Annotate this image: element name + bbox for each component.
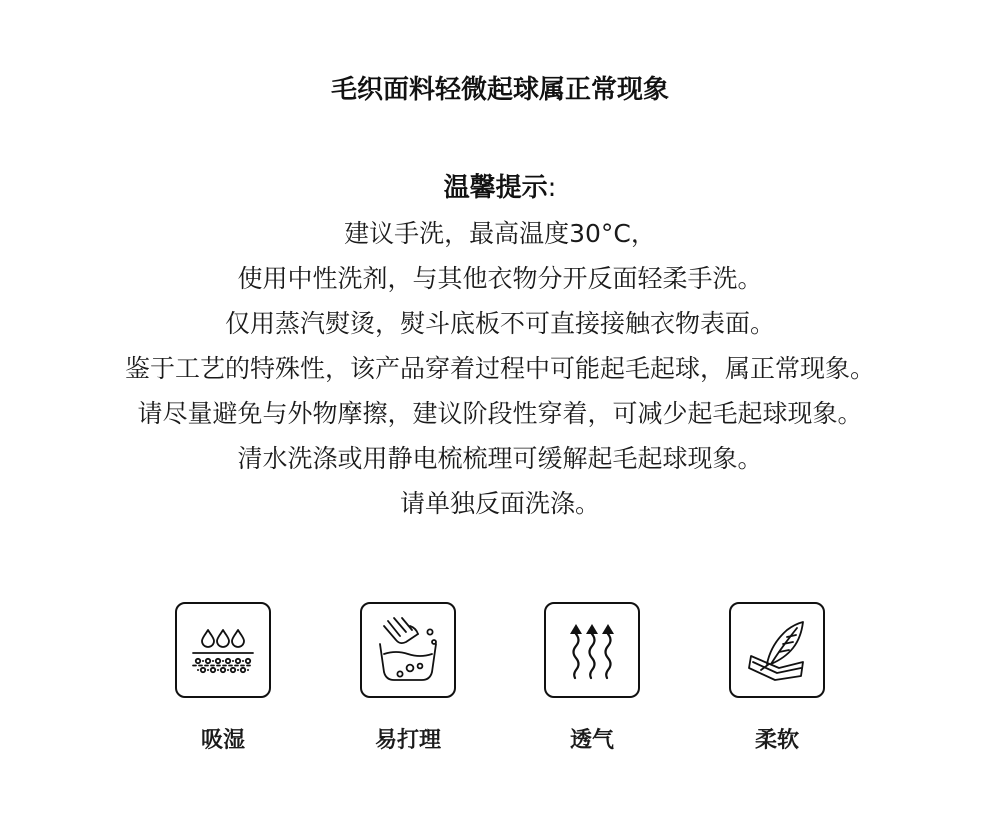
feature-icons xyxy=(0,602,1000,772)
tips-heading-text: 温馨提示 xyxy=(443,173,548,203)
feature-label: 透气 xyxy=(569,728,614,753)
tips-heading xyxy=(0,166,1000,211)
page-title: 毛织面料轻微起球属正常现象 xyxy=(330,75,669,105)
feature-easy-care xyxy=(328,602,488,756)
tip-line: 鉴于工艺的特殊性，该产品穿着过程中可能起毛起球，属正常现象。 xyxy=(124,354,875,383)
feature-moisture xyxy=(143,602,303,756)
feature-breathable xyxy=(512,602,672,756)
tips-heading-colon: : xyxy=(547,173,557,203)
tip-line: 清水洗涤或用静电梳梳理可缓解起毛起球现象。 xyxy=(237,444,763,473)
feature-label: 吸湿 xyxy=(200,728,245,753)
feature-soft xyxy=(697,602,857,756)
tip-line: 建议手洗，最高温度30°C， xyxy=(344,219,656,248)
feature-label: 易打理 xyxy=(374,728,441,753)
feature-label: 柔软 xyxy=(754,728,799,753)
soft-feather-icon xyxy=(729,602,825,698)
tip-line: 仅用蒸汽熨烫，熨斗底板不可直接接触衣物表面。 xyxy=(224,309,775,338)
tip-line: 请尽量避免与外物摩擦，建议阶段性穿着，可减少起毛起球现象。 xyxy=(137,399,863,428)
easy-care-icon xyxy=(360,602,456,698)
moisture-absorb-icon xyxy=(175,602,271,698)
breathable-icon xyxy=(544,602,640,698)
tip-line: 请单独反面洗涤。 xyxy=(399,489,600,518)
care-tips xyxy=(0,166,1000,526)
tip-line: 使用中性洗剂，与其他衣物分开反面轻柔手洗。 xyxy=(237,264,763,293)
